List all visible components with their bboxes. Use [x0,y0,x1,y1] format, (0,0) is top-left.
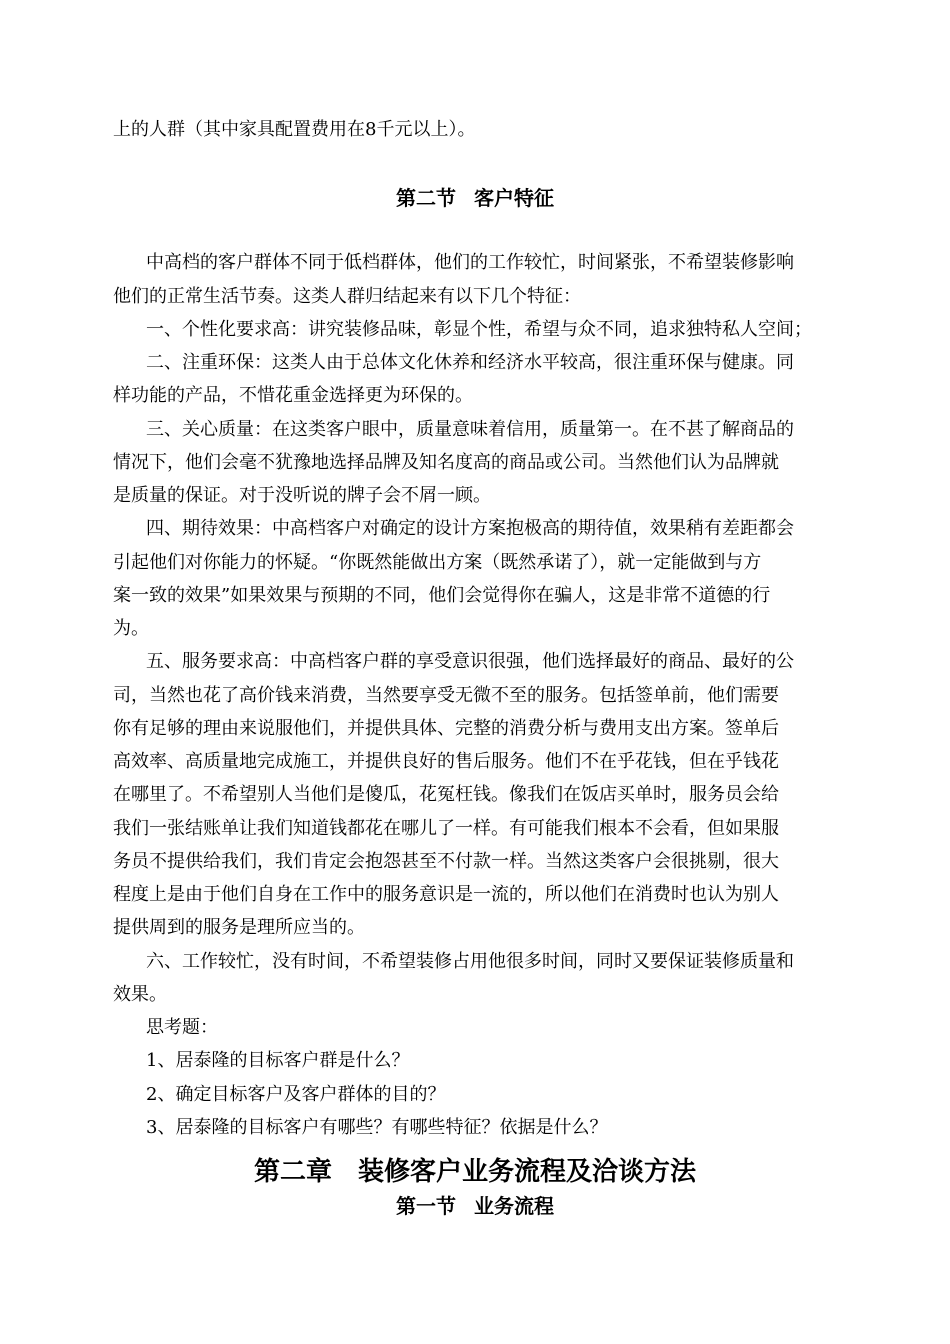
paragraph-line: 六、工作较忙，没有时间，不希望装修占用他很多时间，同时又要保证装修质量和 [146,951,794,972]
paragraph-line: 司，当然也花了高价钱来消费，当然要享受无微不至的服务。包括签单前，他们需要 [113,685,779,706]
paragraph-line: 中高档的客户群体不同于低档群体，他们的工作较忙，时间紧张，不希望装修影响 [146,252,794,273]
questions-heading: 思考题： [146,1017,218,1038]
question-item: 1、居泰隆的目标客户群是什么？ [146,1050,410,1071]
chapter-heading [0,1156,950,1188]
paragraph-line: 高效率、高质量地完成施工，并提供良好的售后服务。他们不在乎花钱，但在乎钱花 [113,751,779,772]
section-number: 第二节 [396,186,456,210]
section-name: 客户特征 [474,186,554,210]
paragraph-line: 为。 [113,618,149,639]
paragraph-line: 上的人群（其中家具配置费用在8千元以上）。 [113,119,476,140]
paragraph-line: 情况下，他们会毫不犹豫地选择品牌及知名度高的商品或公司。当然他们认为品牌就 [113,452,779,473]
paragraph-line: 引起他们对你能力的怀疑。“你既然能做出方案（既然承诺了），就一定能做到与方 [113,552,762,573]
paragraph-line: 一、个性化要求高：讲究装修品味，彰显个性，希望与众不同，追求独特私人空间； [146,319,812,340]
paragraph-line: 是质量的保证。对于没听说的牌子会不屑一顾。 [113,485,491,506]
paragraph-line: 我们一张结账单让我们知道钱都花在哪儿了一样。有可能我们根本不会看，但如果服 [113,818,779,839]
paragraph-line: 他们的正常生活节奏。这类人群归结起来有以下几个特征： [113,286,581,307]
paragraph-line: 提供周到的服务是理所应当的。 [113,917,365,938]
paragraph-line: 四、期待效果：中高档客户对确定的设计方案抱极高的期待值，效果稍有差距都会 [146,518,794,539]
paragraph-line: 二、注重环保：这类人由于总体文化休养和经济水平较高，很注重环保与健康。同 [146,352,794,373]
question-item: 3、居泰隆的目标客户有哪些？有哪些特征？依据是什么？ [146,1117,608,1138]
paragraph-line: 效果。 [113,984,167,1005]
paragraph-line: 案一致的效果”如果效果与预期的不同，他们会觉得你在骗人，这是非常不道德的行 [113,585,771,606]
paragraph-line: 样功能的产品，不惜花重金选择更为环保的。 [113,385,473,406]
paragraph-line: 在哪里了。不希望别人当他们是傻瓜，花冤枉钱。像我们在饭店买单时，服务员会给 [113,784,779,805]
paragraph-line: 三、关心质量：在这类客户眼中，质量意味着信用，质量第一。在不甚了解商品的 [146,419,794,440]
paragraph-line: 务员不提供给我们，我们肯定会抱怨甚至不付款一样。当然这类客户会很挑剔，很大 [113,851,779,872]
question-item: 2、确定目标客户及客户群体的目的？ [146,1084,446,1105]
section-heading-business-process [0,1193,950,1219]
section-heading-customer-features [0,185,950,211]
chapter-number: 第二章 [253,1157,332,1187]
paragraph-line: 五、服务要求高：中高档客户群的享受意识很强，他们选择最好的商品、最好的公 [146,651,794,672]
section-name: 业务流程 [474,1194,554,1218]
chapter-name: 装修客户业务流程及洽谈方法 [358,1157,697,1187]
paragraph-line: 程度上是由于他们自身在工作中的服务意识是一流的，所以他们在消费时也认为别人 [113,884,779,905]
section-number: 第一节 [396,1194,456,1218]
paragraph-line: 你有足够的理由来说服他们，并提供具体、完整的消费分析与费用支出方案。签单后 [113,718,779,739]
